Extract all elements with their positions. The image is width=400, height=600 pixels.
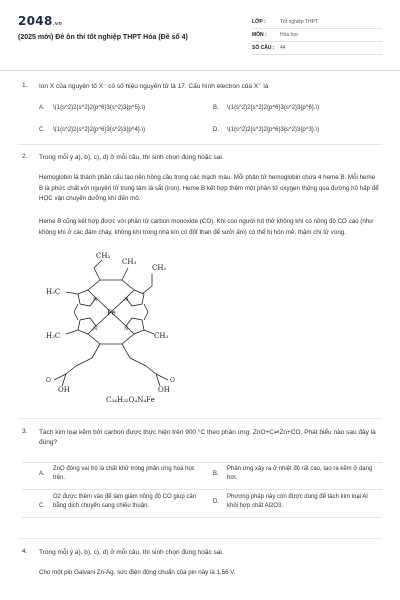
n-label: N: [124, 297, 129, 303]
option-label: C.: [39, 127, 45, 133]
question-paragraph: Hemoglobin là thành phần cấu tạo nên hồng cầu trong các mạch máu. Mỗi phân tử hemoglobin chứa 4 heme B. Mỗi heme B là phức chất với nguyên tử trung tâm là sắt (iron). Heme B kết hợp thêm một phân tử oxygen thông qua đường hô hấp để HỌC vận chuyển dưỡng khí đến mô.: [39, 174, 379, 202]
exam-title: (2025 mới) Đề ôn thi tốt nghiệp THPT Hóa (Đề số 4): [18, 34, 188, 41]
question-paragraph: Heme B cũng kết hợp được với phân tử carbon monoxide (CO). Khi con người hít thở không khí có nồng độ CO cao (như không khí ở các đám cháy, không khí trong nhà kín có đốt than để sưởi ấm) có thể bị hôn mê, thậm chí tử vong.: [39, 218, 374, 236]
option-label: A.: [39, 471, 45, 477]
exam-header: [18, 14, 386, 56]
question-number: 1.: [22, 82, 28, 89]
question-number: 3.: [22, 428, 28, 435]
question-divider: [18, 538, 382, 539]
question-divider: [18, 418, 382, 419]
question-number: 4.: [22, 548, 28, 555]
option-b[interactable]: [213, 104, 319, 113]
option-a[interactable]: [39, 465, 204, 483]
option-text: O2 được thêm vào để làm giảm nồng độ CO giúp cân bằng dịch chuyển sang chiều thuận.: [53, 494, 197, 509]
molecular-formula: C₃₄H₃₂O₄N₄Fe: [106, 396, 155, 404]
carbonyl-o-right-label: O: [170, 377, 175, 384]
option-label: D.: [213, 127, 219, 133]
heme-b-structure-diagram: [36, 230, 186, 405]
option-text: Phản ứng xảy ra ở nhiệt độ rất cao, tạo ra kẽm ở dạng hơi.: [227, 466, 373, 481]
question-3: [22, 428, 382, 532]
option-text: \(1{s^2}2{s^2}2{p^6}3{s^2}3{p^4}.\): [53, 127, 146, 133]
question-number: 2.: [22, 153, 28, 160]
question-text: Trong mỗi ý a), b), c), d) ở mỗi câu, thí sinh chọn đúng hoặc sai.: [39, 549, 224, 556]
carbonyl-o-left-label: O: [46, 377, 51, 384]
option-d[interactable]: [213, 126, 319, 135]
option-label: C.: [39, 503, 45, 509]
option-b[interactable]: [213, 465, 378, 483]
n-label: N: [124, 326, 129, 332]
meta-value: Hóa học: [280, 32, 299, 38]
question-4: [22, 548, 382, 592]
h3c-left-label: H₃C: [46, 288, 61, 296]
oh-left-label: OH: [58, 386, 70, 394]
option-label: B.: [213, 105, 219, 111]
option-d[interactable]: [213, 493, 378, 511]
meta-key: LỚP :: [252, 19, 266, 25]
site-logo[interactable]: [18, 14, 62, 28]
logo-main: 2048: [18, 14, 53, 28]
header-divider: [0, 70, 400, 71]
meta-key: SỐ CÂU :: [252, 45, 275, 51]
meta-value: 44: [280, 45, 286, 51]
option-label: D.: [213, 499, 219, 505]
meta-row-class: [252, 16, 382, 29]
meta-row-subject: [252, 29, 382, 42]
option-c[interactable]: [39, 493, 204, 511]
ch3-top-label: CH₃: [122, 258, 137, 266]
exam-meta: [252, 16, 382, 55]
question-text: Tách kim loại kẽm bởi carbon được thực hiện trên 900 °C theo phản ứng: ZnO+C⇌Zn+CO. Phát biểu nào sau đây là đúng?: [39, 429, 376, 446]
option-a[interactable]: [39, 104, 145, 113]
n-label: N: [93, 297, 98, 303]
option-text: ZnO đóng vai trò là chất khử trong phản ứng hoá học trên.: [53, 466, 195, 481]
ch3-right-label: CH₃: [154, 332, 169, 340]
n-label: N: [93, 326, 98, 332]
option-text: Phương pháp này còn được dùng để tách kim loại Al khỏi hợp chất Al2O3.: [227, 494, 368, 509]
meta-row-count: [252, 42, 382, 55]
ch2-right-label: CH₂: [152, 264, 167, 272]
option-text: \(1{s^2}2{s^2}2{p^6}3{s^2}3{p^3}.\): [227, 127, 320, 133]
option-label: A.: [39, 105, 45, 111]
meta-value: Tốt nghiệp THPT: [280, 19, 318, 25]
meta-key: MÔN :: [252, 32, 267, 38]
logo-tld: .vn: [52, 21, 63, 27]
option-text: \(1{s^2}2{s^2}2{p^6}3{s^2}3{p^5}.\): [53, 105, 146, 111]
option-c[interactable]: [39, 126, 145, 135]
ch2-top-label: CH₂: [96, 252, 111, 260]
question-text: Trong mỗi ý a), b), c), d) ở mỗi câu, thí sinh chọn đúng hoặc sai.: [39, 154, 224, 161]
h3c-bottom-label: H₃C: [46, 332, 61, 340]
question-text: Ion X của nguyên tố X⁻ có số hiệu nguyên tử là 17. Cấu hình electron của X⁻ là: [39, 83, 269, 90]
oh-right-label: OH: [158, 386, 170, 394]
option-label: B.: [213, 471, 219, 477]
option-text: \(1{s^2}2{s^2}2{p^6}3{s^2}3{p^6}.\): [227, 105, 320, 111]
fe-label: Fe: [107, 309, 116, 317]
question-paragraph: Cho một pin Galvani Zn-Ag, sức điện động chuẩn của pin này là 1,56 V.: [39, 569, 236, 576]
question-divider: [18, 144, 382, 145]
